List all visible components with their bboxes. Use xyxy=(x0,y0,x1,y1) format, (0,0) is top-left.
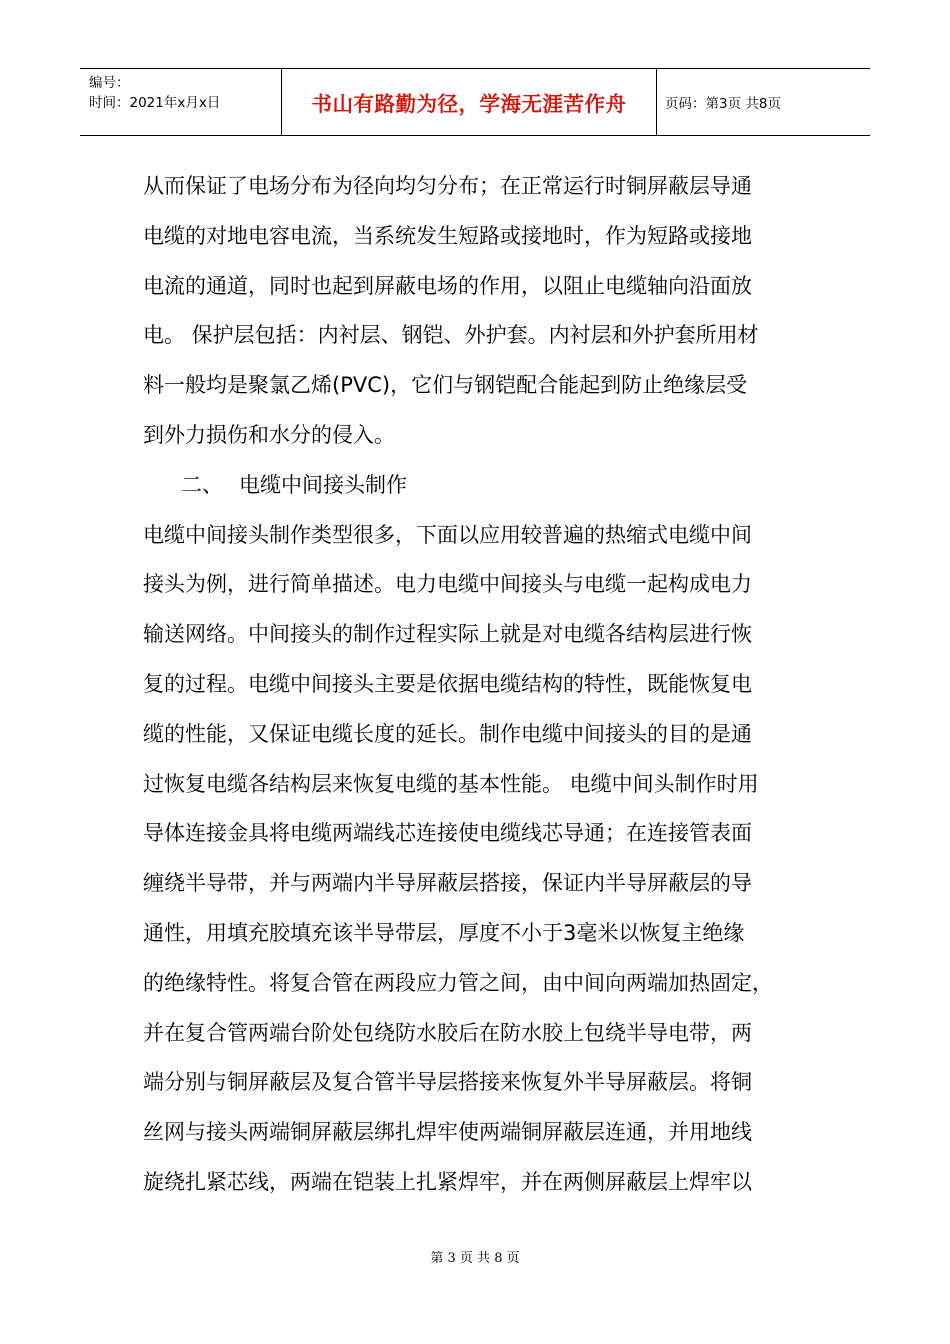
text-line: 端分别与铜屏蔽层及复合管半导层搭接来恢复外半导屏蔽层。将铜 xyxy=(143,1070,752,1095)
text-line: 料一般均是聚氯乙烯(PVC)，它们与钢铠配合能起到防止绝缘层受 xyxy=(143,373,748,398)
serial-label: 编号： xyxy=(89,75,130,91)
page-header xyxy=(80,68,870,136)
text-line: 旋绕扎紧芯线，两端在铠装上扎紧焊牢，并在两侧屏蔽层上焊牢以 xyxy=(143,1169,752,1194)
text-line: 缠绕半导带，并与两端内半导屏蔽层搭接，保证内半导屏蔽层的导 xyxy=(143,871,752,896)
header-page-info: 页码：第3页 共8页 xyxy=(665,96,781,112)
text-line: 电缆的对地电容电流，当系统发生短路或接地时，作为短路或接地 xyxy=(143,223,752,248)
text-line: 过恢复电缆各结构层来恢复电缆的基本性能。 电缆中间头制作时用 xyxy=(143,771,759,796)
text-line: 复的过程。电缆中间接头主要是依据电缆结构的特性，既能恢复电 xyxy=(143,671,752,696)
text-line: 电缆中间接头制作类型很多，下面以应用较普遍的热缩式电缆中间 xyxy=(143,522,752,547)
section-number: 二、 xyxy=(181,472,223,497)
text-line: 电。 保护层包括：内衬层、钢铠、外护套。内衬层和外护套所用材 xyxy=(143,323,759,348)
text-line: 到外力损伤和水分的侵入。 xyxy=(143,422,395,447)
text-line: 导体连接金具将电缆两端线芯连接使电缆线芯导通；在连接管表面 xyxy=(143,821,752,846)
paragraph-2 xyxy=(143,511,813,1208)
text-line: 丝网与接头两端铜屏蔽层绑扎焊牢使两端铜屏蔽层连通，并用地线 xyxy=(143,1120,752,1145)
text-line: 接头为例，进行简单描述。电力电缆中间接头与电缆一起构成电力 xyxy=(143,572,752,597)
text-line: 电流的通道，同时也起到屏蔽电场的作用，以阻止电缆轴向沿面放 xyxy=(143,273,752,298)
text-line: 缆的性能，又保证电缆长度的延长。制作电缆中间接头的目的是通 xyxy=(143,721,752,746)
text-line: 通性，用填充胶填充该半导带层，厚度不小于3毫米以恢复主绝缘 xyxy=(143,920,745,945)
time-label: 时间：2021年x月x日 xyxy=(89,95,221,111)
text-line: 输送网络。中间接头的制作过程实际上就是对电缆各结构层进行恢 xyxy=(143,622,752,647)
document-body xyxy=(143,162,813,1208)
header-meta xyxy=(80,69,282,135)
header-motto: 书山有路勤为径，学海无涯苦作舟 xyxy=(311,92,627,116)
section-title: 电缆中间接头制作 xyxy=(239,472,407,497)
text-line: 并在复合管两端台阶处包绕防水胶后在防水胶上包绕半导电带，两 xyxy=(143,1020,752,1045)
section-heading xyxy=(143,461,813,511)
paragraph-1 xyxy=(143,162,813,461)
text-line: 的绝缘特性。将复合管在两段应力管之间，由中间向两端加热固定， xyxy=(143,970,773,995)
header-motto-cell xyxy=(282,69,657,135)
text-line: 从而保证了电场分布为径向均匀分布；在正常运行时铜屏蔽层导通 xyxy=(143,174,752,198)
page-footer: 第 3 页 共 8 页 xyxy=(430,1251,520,1266)
